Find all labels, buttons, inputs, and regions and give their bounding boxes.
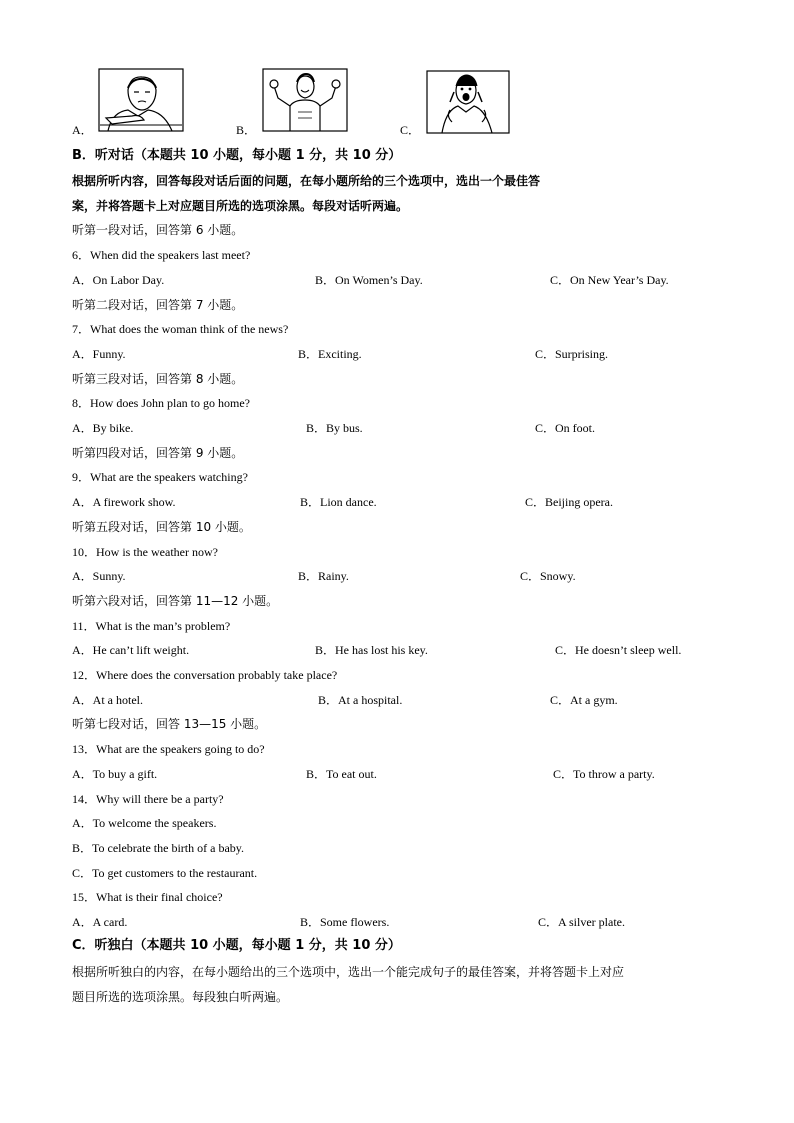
picture-option-a-label: A． [72,123,93,137]
dialogue-intro: 听第三段对话，回答第 8 小题。 [72,372,244,386]
dialogue-intro: 听第一段对话，回答第 6 小题。 [72,223,244,237]
option-b: B．He has lost his key. [315,643,428,657]
option-b: B．To eat out. [306,767,377,781]
picture-option-c-label: C． [400,123,421,137]
question-text: 7．What does the woman think of the news? [72,322,289,336]
question-text: 8．How does John plan to go home? [72,396,250,410]
dialogue-intro: 听第五段对话，回答第 10 小题。 [72,520,251,534]
option-c: C．Beijing opera. [525,495,613,509]
dialogue-intro: 听第六段对话，回答第 11—12 小题。 [72,594,279,608]
option-a: A．To buy a gift. [72,767,158,781]
option-b: B．Some flowers. [300,915,390,929]
question-text: 9．What are the speakers watching? [72,470,248,484]
picture-option-b-label: B． [236,123,257,137]
option-c: C．At a gym. [550,693,618,707]
option-b: B．Rainy. [298,569,349,583]
section-b-heading: B．听对话（本题共 10 小题，每小题 1 分，共 10 分） [72,148,402,163]
question-text: 12．Where does the conversation probably take place? [72,668,338,682]
dialogue-intro: 听第四段对话，回答第 9 小题。 [72,446,244,460]
option-c: C．To get customers to the restaurant. [72,866,258,880]
option-c: C．A silver plate. [538,915,625,929]
question-text: 13．What are the speakers going to do? [72,742,265,756]
option-b: B．At a hospital. [318,693,403,707]
question-text: 10．How is the weather now? [72,545,218,559]
question-text: 6．When did the speakers last meet? [72,248,251,262]
option-a: A．A firework show. [72,495,176,509]
section-c-instructions-line1: 根据所听独白的内容，在每小题给出的三个选项中，选出一个能完成句子的最佳答案，并将答题卡上对应 [72,965,625,979]
picture-b-cheering-man-icon [262,68,348,132]
option-b: B．Lion dance. [300,495,377,509]
option-a: A．Funny. [72,347,126,361]
option-c: C．To throw a party. [553,767,655,781]
option-c: C．On foot. [535,421,596,435]
option-b: B．On Women’s Day. [315,273,423,287]
dialogue-intro: 听第二段对话，回答第 7 小题。 [72,298,244,312]
picture-a-thinking-man-icon [98,68,184,132]
picture-c-shocked-man-icon [426,70,510,134]
option-a: A．At a hotel. [72,693,143,707]
option-c: C．He doesn’t sleep well. [555,643,682,657]
section-b-instructions-line2: 案，并将答题卡上对应题目所选的选项涂黑。每段对话听两遍。 [72,199,409,213]
option-a: A．Sunny. [72,569,126,583]
option-b: B．To celebrate the birth of a baby. [72,841,244,855]
question-text: 11．What is the man’s problem? [72,619,231,633]
question-text: 14．Why will there be a party? [72,792,224,806]
option-a: A．On Labor Day. [72,273,165,287]
section-c-heading: C．听独白（本题共 10 小题，每小题 1 分，共 10 分） [72,938,401,953]
option-b: B．Exciting. [298,347,362,361]
option-a: A．To welcome the speakers. [72,816,217,830]
option-b: B．By bus. [306,421,363,435]
dialogue-intro: 听第七段对话，回答 13—15 小题。 [72,717,267,731]
option-c: C．On New Year’s Day. [550,273,669,287]
option-a: A．By bike. [72,421,134,435]
section-b-instructions-line1: 根据所听内容，回答每段对话后面的问题，在每小题所给的三个选项中，选出一个最佳答 [72,174,541,188]
option-a: A．A card. [72,915,128,929]
question-text: 15．What is their final choice? [72,890,223,904]
option-a: A．He can’t lift weight. [72,643,190,657]
section-c-instructions-line2: 题目所选的选项涂黑。每段独白听两遍。 [72,990,289,1004]
option-c: C．Snowy. [520,569,576,583]
option-c: C．Surprising. [535,347,609,361]
